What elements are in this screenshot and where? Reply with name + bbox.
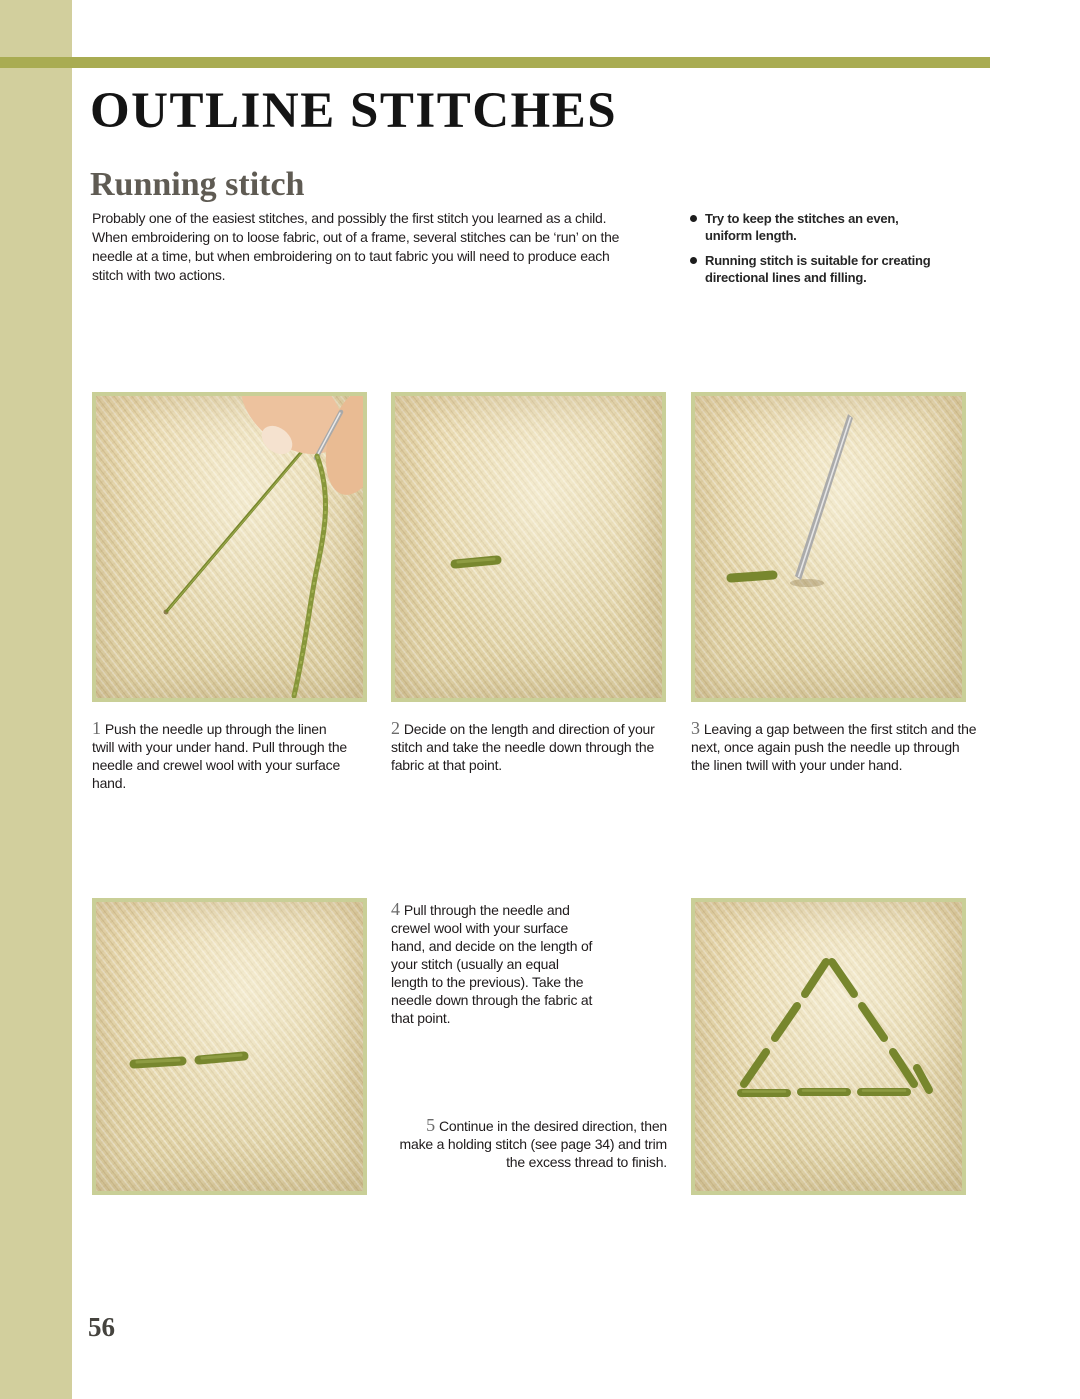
photo-step-3-art [695,396,962,698]
step-caption-4 [391,900,593,1027]
stitch-segment [917,1068,929,1090]
taut-thread-highlight [168,438,314,610]
photo-step-4 [92,898,367,1195]
photo-step-5-art [695,902,962,1191]
triangle-stitches [741,962,929,1093]
bullet-icon [690,257,697,264]
stitch-segment [862,1006,884,1038]
step-caption-1 [92,719,350,792]
tip-item [690,253,942,286]
needle-shadow [790,579,824,587]
stitch-segment [744,1052,766,1084]
step-text: Pull through the needle and crewel wool with your surface hand, and decide on the length of your stitch (usually an equal length to the previous). Take the needle down through the fabric at that point. [391,902,593,1026]
step-number: 1 [92,718,101,738]
step-caption-3 [691,719,977,774]
triangle-stitches-highlight [743,1091,905,1092]
tip-text: Try to keep the stitches an even, uniform length. [705,211,899,243]
photo-step-2-art [395,396,662,698]
intro-paragraph: Probably one of the easiest stitches, and possibly the first stitch you learned as a child. When embroidering on to loose fabric, out of a frame, several stitches can be ‘run’ on the needle at a time, but when embroidering on to taut fabric you will need to produce each stitch with two actions. [92,210,620,283]
step-text: Decide on the length and direction of your stitch and take the needle down through the fabric at that point. [391,721,655,773]
needle-highlight [799,417,851,577]
left-margin-band [0,0,72,1399]
step-caption-5 [391,1116,667,1171]
olive-rule-bar [0,57,990,68]
stitch-segment [893,1052,914,1084]
stitch-1-highlight [137,1060,179,1062]
step-number: 4 [391,899,400,919]
stitch [731,575,773,578]
stitch-segment [775,1006,797,1038]
photo-step-2 [391,392,666,702]
tip-item [690,211,942,244]
photo-step-4-art [96,902,363,1191]
tip-text: Running stitch is suitable for creating directional lines and filling. [705,253,931,285]
photo-step-5 [691,898,966,1195]
photo-step-3 [691,392,966,702]
step-number: 5 [426,1115,435,1135]
step-text: Leaving a gap between the first stitch and the next, once again push the needle up through the linen twill with your under hand. [691,721,977,773]
stitch-segment [832,962,854,994]
section-title: Running stitch [90,166,305,203]
page-number: 56 [88,1312,115,1342]
photo-step-1-art [96,396,363,698]
stitch-segment [805,962,826,994]
step-text: Continue in the desired direction, then make a holding stitch (see page 34) and trim the excess thread to finish. [399,1118,667,1170]
bullet-icon [690,215,697,222]
step-number: 3 [691,718,700,738]
step-text: Push the needle up through the linen twill with your under hand. Pull through the needle and crewel wool with your surface hand. [92,721,348,791]
loose-thread [294,456,326,696]
tips-list [690,211,942,295]
step-number: 2 [391,718,400,738]
photo-step-1 [92,392,367,702]
loose-thread-texture [294,456,326,696]
step-caption-2 [391,719,677,774]
page-title: OUTLINE STITCHES [90,83,618,139]
